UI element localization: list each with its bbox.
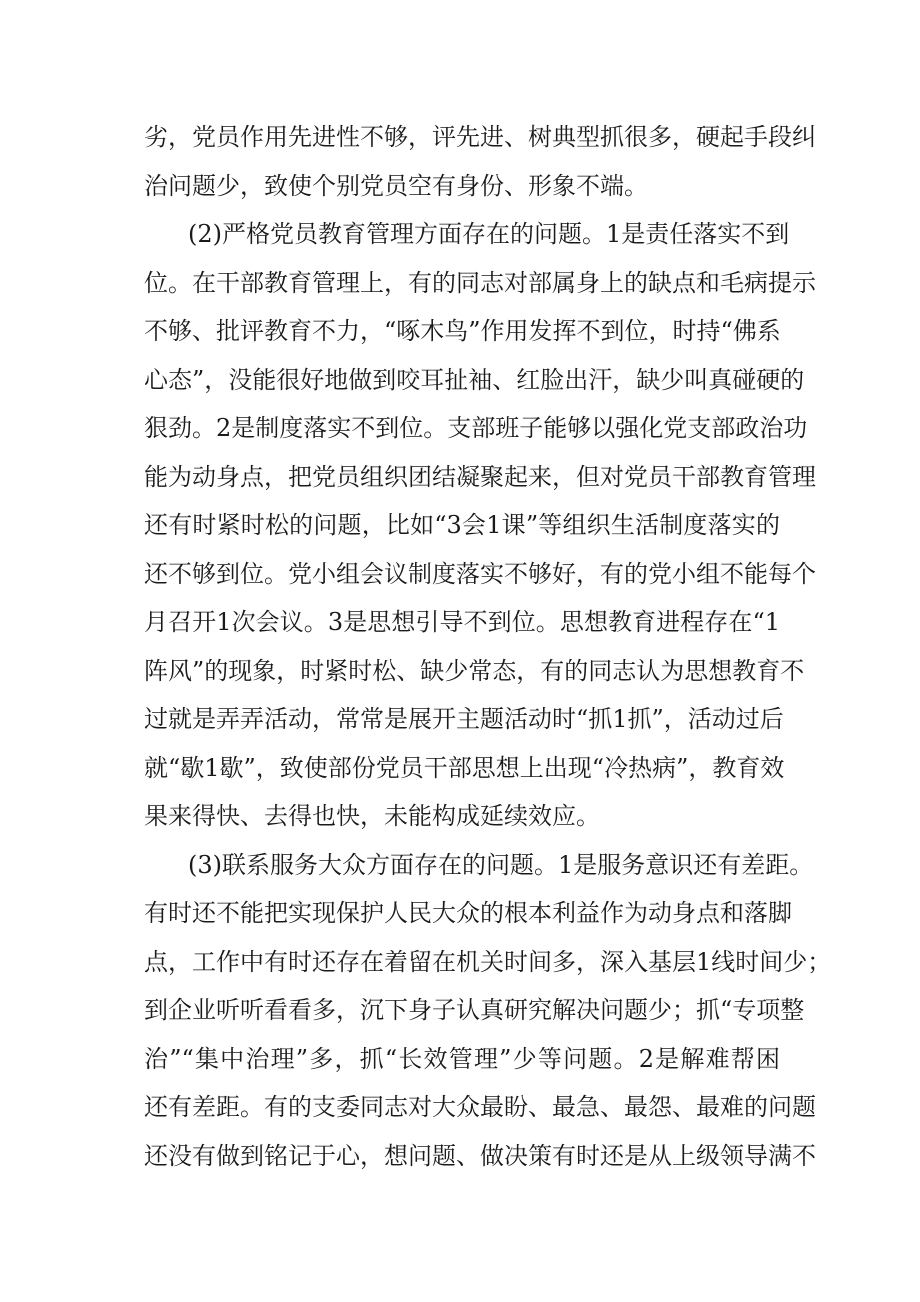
paragraph-line: 不够、批评教育不力，“啄木鸟”作用发挥不到位，时持“佛系: [144, 317, 781, 345]
paragraph-line: 能为动身点，把党员组织团结凝聚起来，但对党员干部教育管理: [144, 462, 816, 491]
paragraph-line: 果来得快、去得也快，未能构成延续效应。: [144, 802, 600, 830]
paragraph-line: 还有时紧时松的问题，比如“3会1课”等组织生活制度落实的: [144, 511, 780, 539]
paragraph-line: 到企业听听看看多，沉下身子认真研究解决问题少；抓“专项整: [144, 996, 805, 1024]
paragraph-line: 就“歇1歇”，致使部份党员干部思想上出现“冷热病”，教育效: [144, 753, 785, 782]
paragraph-line: (2)严格党员教育管理方面存在的问题。1是责任落实不到: [188, 220, 790, 248]
paragraph-line: 月召开1次会议。3是思想引导不到位。思想教育进程存在“1: [144, 608, 780, 636]
paragraph-line: 治问题少，致使个别党员空有身份、形象不端。: [144, 171, 648, 200]
paragraph-line: 还没有做到铭记于心，想问题、做决策有时还是从上级领导满不: [144, 1141, 816, 1170]
paragraph-line: 点，工作中有时还存在着留在机关时间多，深入基层1线时间少；: [144, 947, 832, 976]
paragraph-line: 狠劲。2是制度落实不到位。支部班子能够以强化党支部政治功: [144, 414, 808, 442]
paragraph-line: 劣，党员作用先进性不够，评先进、树典型抓很多，硬起手段纠: [144, 123, 816, 151]
paragraph-line: 阵风”的现象，时紧时松、缺少常态，有的同志认为思想教育不: [144, 656, 805, 685]
paragraph-line: 还有差距。有的支委同志对大众最盼、最急、最怨、最难的问题: [144, 1093, 816, 1121]
paragraph-line: 过就是弄弄活动，常常是展开主题活动时“抓1抓”，活动过后: [144, 705, 784, 733]
paragraph-line: 还不够到位。党小组会议制度落实不够好，有的党小组不能每个: [144, 559, 816, 588]
paragraph-line: 治”“集中治理”多，抓“长效管理”少等问题。2是解难帮困: [144, 1044, 780, 1073]
paragraph-line: 有时还不能把实现保护人民大众的根本利益作为动身点和落脚: [144, 899, 792, 927]
body-text: [144, 113, 832, 1180]
paragraph-line: 位。在干部教育管理上，有的同志对部属身上的缺点和毛病提示: [144, 268, 816, 297]
paragraph-line: (3)联系服务大众方面存在的问题。1是服务意识还有差距。: [188, 850, 814, 879]
paragraph-line: 心态”，没能很好地做到咬耳扯袖、红脸出汗，缺少叫真碰硬的: [144, 365, 805, 394]
